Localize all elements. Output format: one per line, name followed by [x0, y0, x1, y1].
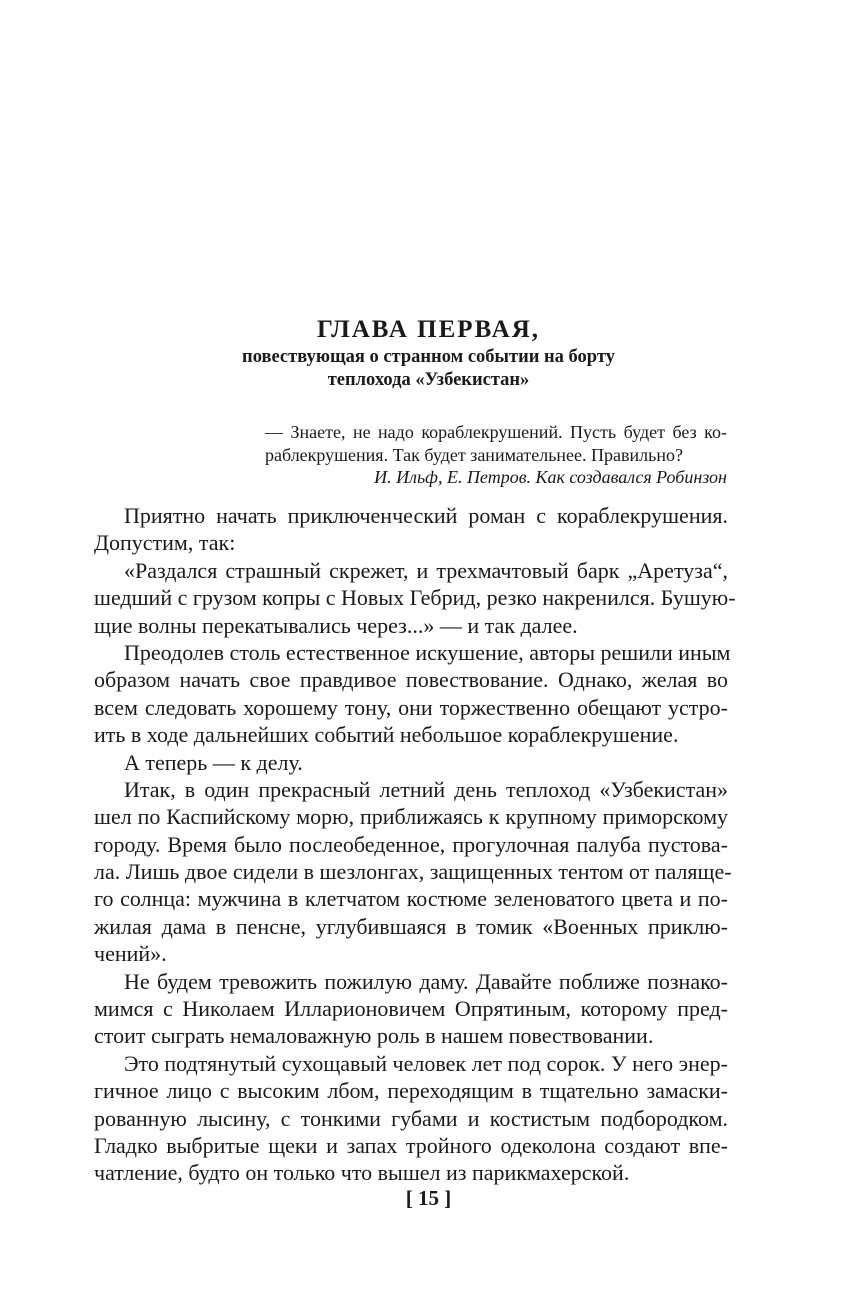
body-line: А теперь — к делу.: [124, 749, 303, 775]
body-line: мимся с Николаем Илларионовичем Опрятиным, которому пред-: [94, 996, 728, 1022]
body-line: стоит сыграть немаловажную роль в нашем повествовании.: [94, 1023, 654, 1049]
body-line: ла. Лишь двое сидели в шезлонгах, защищенных тентом от паляще-: [94, 859, 732, 885]
body-line: городу. Время было послеобеденное, прогулочная палуба пустова-: [94, 831, 728, 857]
body-line: Не будем тревожить пожилую даму. Давайте поближе познако-: [124, 968, 728, 994]
body-line: шел по Каспийскому морю, приближаясь к крупному приморскому: [94, 804, 728, 830]
body-text: [94, 502, 736, 1187]
body-line: Это подтянутый сухощавый человек лет под сорок. У него энер-: [124, 1050, 728, 1076]
body-line: шедший с грузом копры с Новых Гебрид, резко накренился. Бушую-: [94, 585, 736, 611]
body-line: Преодолев столь естественное искушение, авторы решили иным: [124, 639, 731, 665]
body-line: образом начать свое правдивое повествование. Однако, желая во: [94, 667, 728, 693]
body-line: Допустим, так:: [94, 530, 236, 556]
chapter-subtitle-line: теплохода «Узбекистан»: [327, 370, 530, 390]
body-line: чатление, будто он только что вышел из парикмахерской.: [94, 1160, 630, 1186]
body-line: гичное лицо с высоким лбом, переходящим в тщательно замаски-: [94, 1078, 728, 1104]
body-line: рованную лысину, с тонкими губами и костистым подбородком.: [94, 1105, 728, 1131]
chapter-title: ГЛАВА ПЕРВАЯ,: [316, 316, 541, 343]
body-line: Гладко выбритые щеки и запах тройного одеколона создают впе-: [94, 1132, 728, 1158]
body-line: жилая дама в пенсне, углубившаяся в томик «Военных приклю-: [94, 913, 728, 939]
chapter-subtitle-line: повествующая о странном событии на борту: [242, 347, 615, 367]
epigraph-line: раблекрушения. Так будет занимательнее. Правильно?: [265, 444, 683, 465]
epigraph-attribution: И. Ильф, Е. Петров. Как создавался Робинзон: [374, 467, 727, 487]
body-line: Итак, в один прекрасный летний день теплоход «Узбекистан»: [124, 776, 728, 802]
body-line: всем следовать хорошему тону, они торжественно обещают устро-: [94, 694, 728, 720]
body-line: «Раздался страшный скрежет, и трехмачтовый барк „Аретуза“,: [124, 557, 728, 583]
page-number: [ 15 ]: [405, 1186, 452, 1210]
body-line: Приятно начать приключенческий роман с кораблекрушения.: [124, 503, 728, 528]
body-line: го солнца: мужчина в клетчатом костюме зеленоватого цвета и по-: [94, 886, 728, 912]
body-line: ить в ходе дальнейших событий небольшое кораблекрушение.: [94, 722, 679, 748]
epigraph: [265, 421, 727, 489]
body-line: чений».: [94, 941, 167, 967]
chapter-subtitle: [160, 346, 697, 392]
body-line: щие волны перекатывались через...» — и так далее.: [94, 612, 578, 638]
epigraph-line: — Знаете, не надо кораблекрушений. Пусть будет без ко-: [265, 422, 727, 442]
